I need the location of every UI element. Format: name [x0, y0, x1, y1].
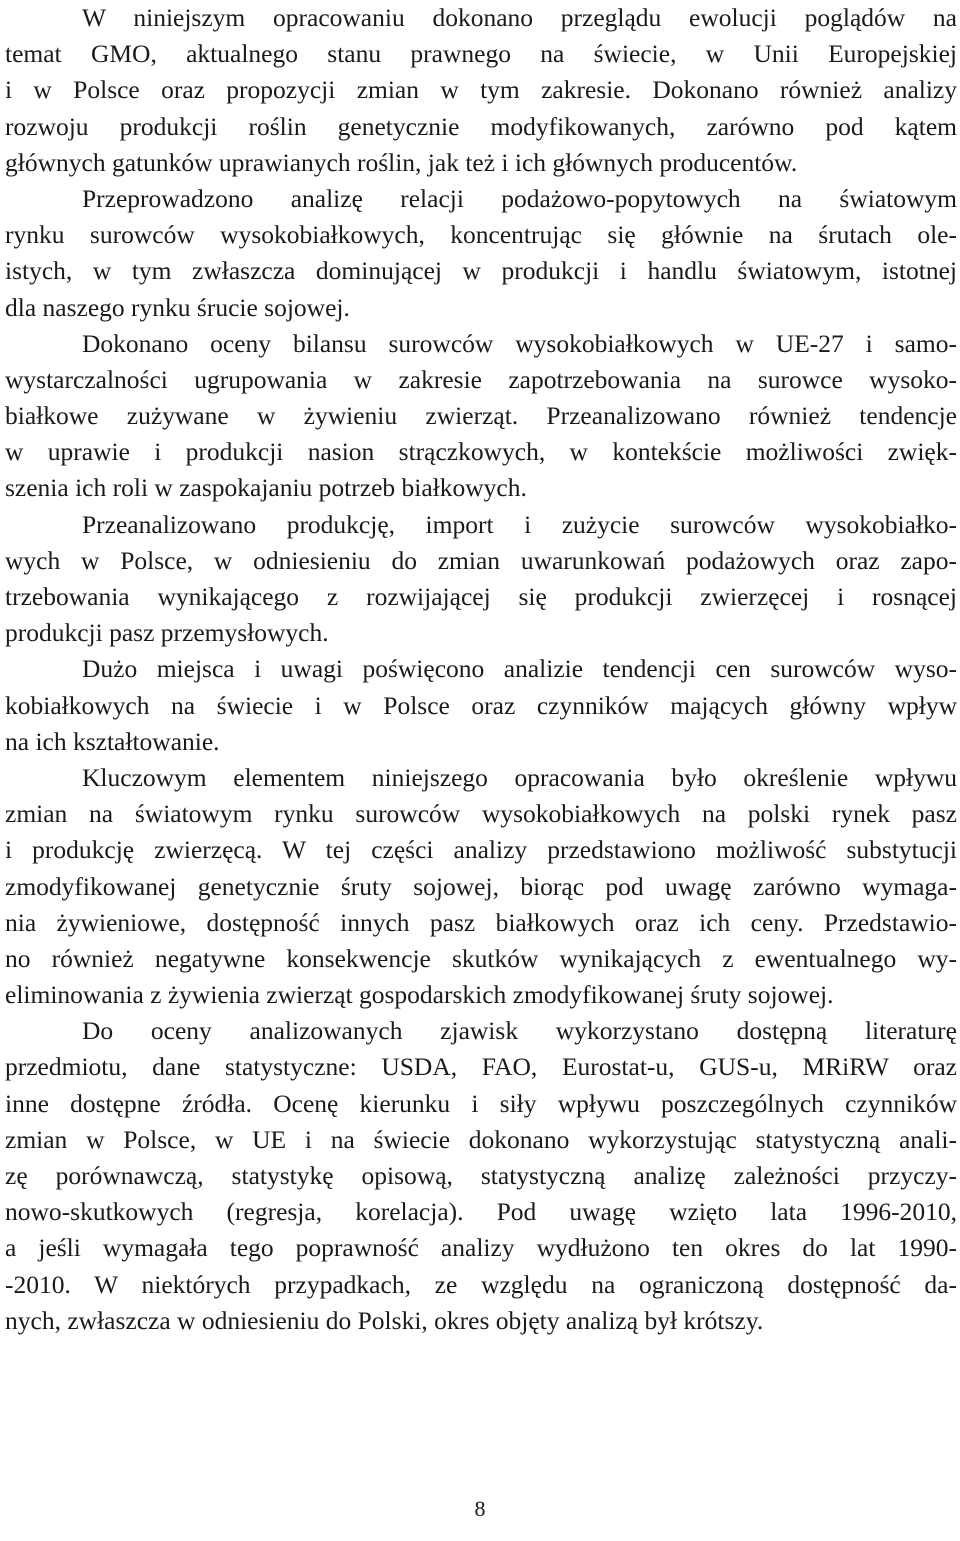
text-line: przedmiotu, dane statystyczne: USDA, FAO, Eurostat-u, GUS-u, MRiRW oraz — [5, 1052, 957, 1082]
text-line: głównych gatunków uprawianych roślin, jak też i ich głównych producentów. — [5, 147, 798, 177]
text-line: szenia ich roli w zaspokajaniu potrzeb białkowych. — [5, 473, 527, 503]
text-line: eliminowania z żywienia zwierząt gospodarskich zmodyfikowanej śruty sojowej. — [5, 980, 834, 1010]
body-text — [5, 0, 957, 1339]
paragraph — [5, 507, 957, 652]
paragraph — [5, 326, 957, 507]
page-number: 8 — [474, 1496, 486, 1521]
text-line: i w Polsce oraz propozycji zmian w tym zakresie. Dokonano również analizy — [5, 75, 957, 105]
text-line: nia żywieniowe, dostępność innych pasz białkowych oraz ich ceny. Przedstawio- — [5, 907, 957, 937]
text-line: Do oceny analizowanych zjawisk wykorzystano dostępną literaturę — [82, 1016, 957, 1046]
text-line: wych w Polsce, w odniesieniu do zmian uwarunkowań podażowych oraz zapo- — [5, 545, 957, 575]
text-line: nowo-skutkowych (regresja, korelacja). Pod uwagę wzięto lata 1996-2010, — [5, 1197, 957, 1227]
text-line: trzebowania wynikającego z rozwijającej się produkcji zwierzęcej i rosnącej — [5, 582, 957, 611]
paragraph — [5, 651, 957, 760]
text-line: białkowe zużywane w żywieniu zwierząt. Przeanalizowano również tendencje — [5, 401, 957, 431]
text-line: i produkcję zwierzęcą. W tej części analizy przedstawiono możliwość substytucji — [5, 835, 957, 865]
text-line: Kluczowym elementem niniejszego opracowania było określenie wpływu — [82, 762, 957, 792]
text-line: a jeśli wymagała tego poprawność analizy wydłużono ten okres do lat 1990- — [5, 1233, 957, 1263]
text-line: -2010. W niektórych przypadkach, ze względu na ograniczoną dostępność da- — [5, 1269, 957, 1299]
paragraph — [5, 760, 957, 1013]
text-line: inne dostępne źródła. Ocenę kierunku i siły wpływu poszczególnych czynników — [5, 1088, 957, 1118]
text-line: temat GMO, aktualnego stanu prawnego na świecie, w Unii Europejskiej — [5, 39, 957, 69]
text-line: wystarczalności ugrupowania w zakresie zapotrzebowania na surowce wysoko- — [5, 364, 957, 394]
text-line: Dokonano oceny bilansu surowców wysokobiałkowych w UE-27 i samo- — [82, 328, 957, 358]
text-line: zmodyfikowanej genetycznie śruty sojowej, biorąc pod uwagę zarówno wymaga- — [5, 871, 957, 901]
paragraph — [5, 181, 957, 326]
text-line: dla naszego rynku śrucie sojowej. — [5, 292, 350, 322]
text-line: Dużo miejsca i uwagi poświęcono analizie tendencji cen surowców wyso- — [82, 654, 957, 684]
text-line: nych, zwłaszcza w odniesieniu do Polski, okres objęty analizą był krótszy. — [5, 1305, 764, 1335]
paragraph — [5, 1013, 957, 1339]
text-line: Przeanalizowano produkcję, import i zużycie surowców wysokobiałko- — [82, 509, 957, 539]
text-line: W niniejszym opracowaniu dokonano przeglądu ewolucji poglądów na — [82, 3, 957, 32]
text-line: kobiałkowych na świecie i w Polsce oraz czynników mających główny wpływ — [5, 690, 957, 720]
text-line: produkcji pasz przemysłowych. — [5, 618, 329, 648]
text-line: no również negatywne konsekwencje skutków wynikających z ewentualnego wy- — [5, 943, 957, 973]
text-line: rynku surowców wysokobiałkowych, koncentrując się głównie na śrutach ole- — [5, 220, 957, 250]
paragraph — [5, 0, 957, 181]
text-line: Przeprowadzono analizę relacji podażowo-popytowych na światowym — [82, 183, 957, 213]
text-line: rozwoju produkcji roślin genetycznie modyfikowanych, zarówno pod kątem — [5, 111, 957, 141]
text-line: na ich kształtowanie. — [5, 726, 220, 756]
text-line: zmian w Polsce, w UE i na świecie dokonano wykorzystując statystyczną anali- — [5, 1124, 957, 1154]
text-line: zę porównawczą, statystykę opisową, statystyczną analizę zależności przyczy- — [5, 1161, 957, 1190]
text-line: istych, w tym zwłaszcza dominującej w produkcji i handlu światowym, istotnej — [5, 256, 957, 286]
text-line: w uprawie i produkcji nasion strączkowych, w kontekście możliwości zwięk- — [5, 437, 957, 467]
text-line: zmian na światowym rynku surowców wysokobiałkowych na polski rynek pasz — [5, 799, 957, 829]
